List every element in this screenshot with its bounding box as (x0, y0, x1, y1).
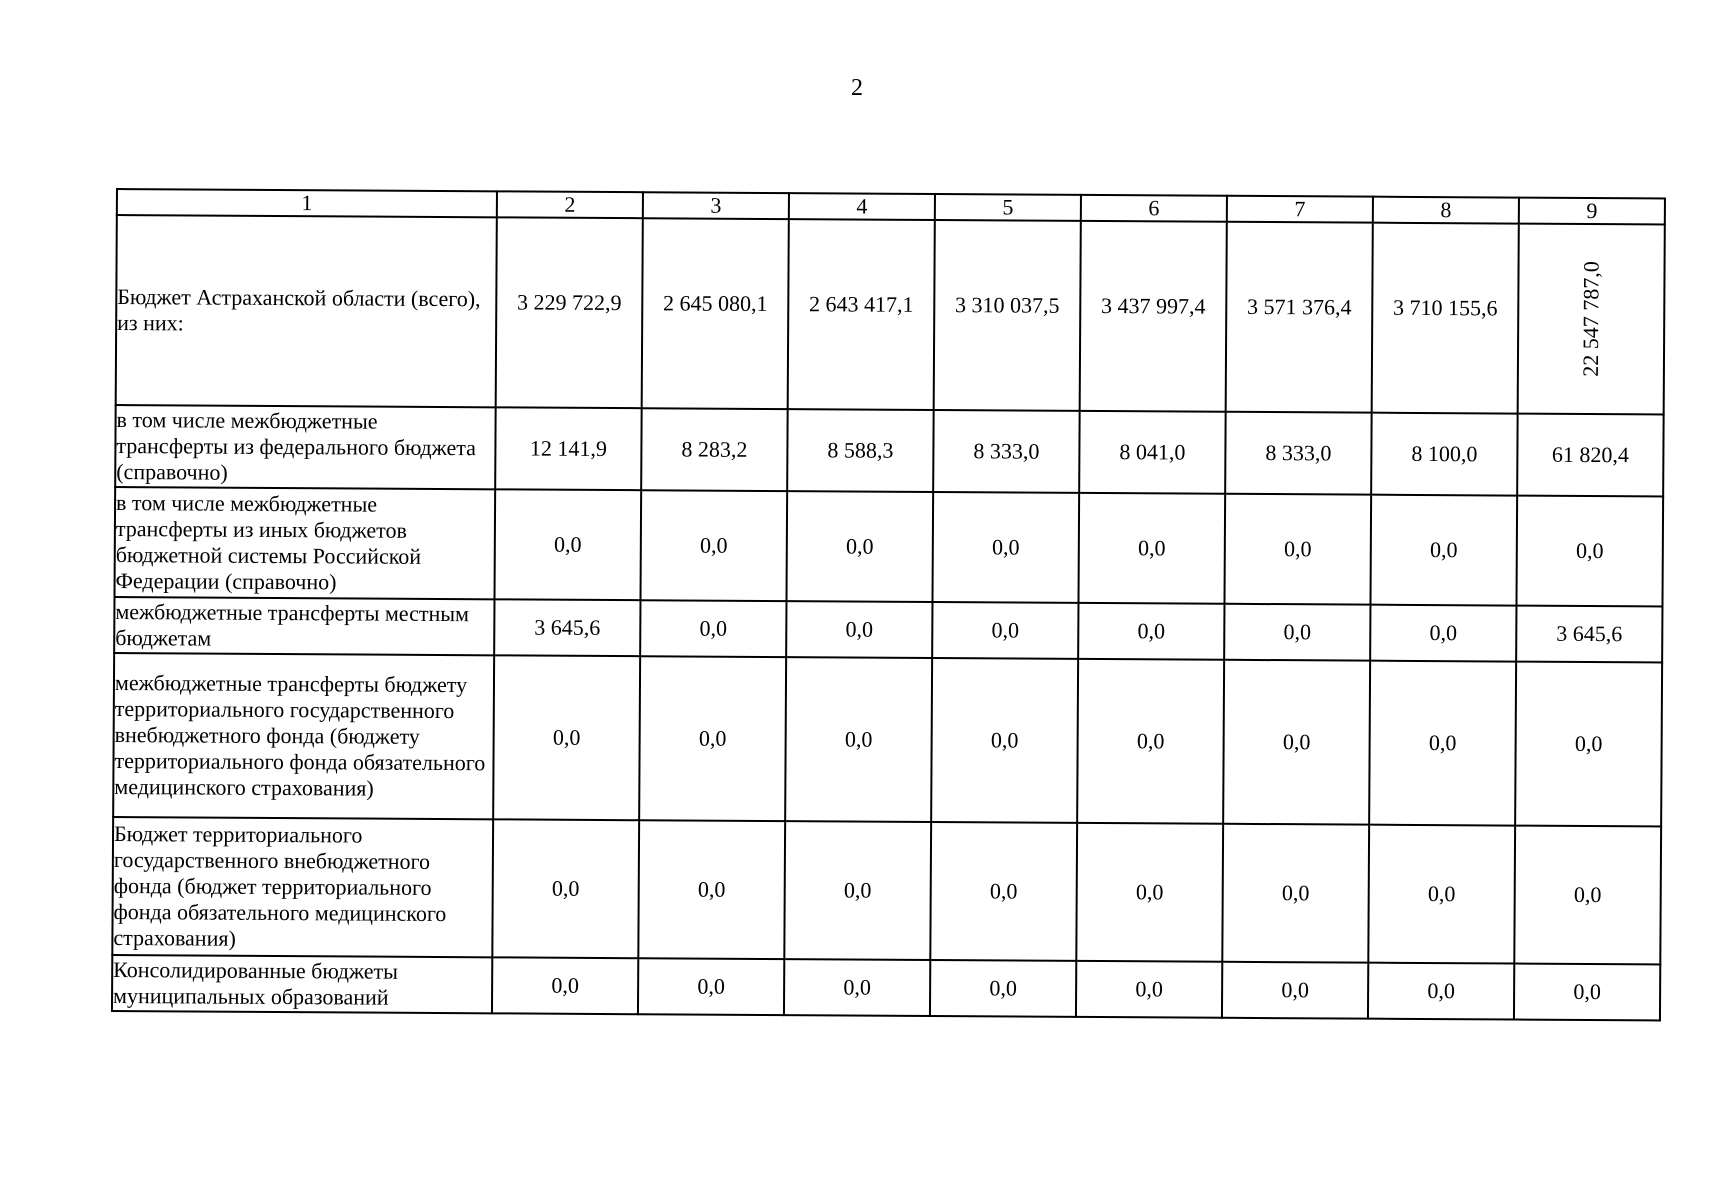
table-cell: 0,0 (1370, 495, 1517, 606)
table-cell: 0,0 (638, 820, 785, 959)
table-cell: 0,0 (494, 489, 641, 600)
table-row (115, 487, 1664, 606)
table-cell: 0,0 (786, 601, 932, 658)
vertical-total-value: 22 547 787,0 (1577, 261, 1604, 377)
table-cell-total (1518, 224, 1665, 415)
row-label: Бюджет территориального государственного внебюджетного фонда (бюджет территориального фонда обязательного медицинского страхования) (112, 817, 493, 957)
budget-table (111, 188, 1666, 1021)
table-cell: 0,0 (1370, 605, 1516, 662)
table-cell: 0,0 (1076, 961, 1222, 1018)
table-cell: 3 437 997,4 (1080, 221, 1227, 412)
table-cell: 8 333,0 (933, 410, 1079, 493)
table-cell: 0,0 (1369, 661, 1516, 826)
table-row (112, 817, 1661, 964)
table-cell: 0,0 (932, 492, 1079, 603)
table-cell: 0,0 (1516, 496, 1663, 607)
column-number: 8 (1373, 197, 1519, 224)
table-cell: 12 141,9 (495, 407, 641, 490)
table-row (115, 405, 1663, 496)
table-cell: 3 645,6 (1516, 606, 1662, 663)
column-number: 3 (643, 192, 789, 219)
table-row (116, 215, 1665, 414)
column-number: 9 (1519, 198, 1665, 225)
table-cell: 3 310 037,5 (934, 220, 1081, 411)
table-cell: 0,0 (784, 821, 931, 960)
column-number: 2 (497, 191, 643, 218)
table-cell: 0,0 (1515, 662, 1662, 827)
table-cell: 3 710 155,6 (1372, 223, 1519, 414)
table-cell: 0,0 (492, 819, 639, 958)
row-label: в том числе межбюджетные трансферты из иных бюджетов бюджетной системы Российской Федерации (справочно) (115, 487, 496, 599)
table-row (113, 653, 1662, 826)
table-cell: 0,0 (1224, 494, 1371, 605)
column-number: 5 (935, 194, 1081, 221)
table-cell: 0,0 (1368, 963, 1514, 1020)
table-cell: 2 643 417,1 (788, 219, 935, 410)
table-row (112, 955, 1660, 1020)
table-cell: 0,0 (1078, 603, 1224, 660)
table-cell: 3 229 722,9 (496, 217, 643, 408)
table-cell: 0,0 (492, 957, 638, 1014)
table-cell: 0,0 (1514, 964, 1660, 1021)
table-cell: 0,0 (640, 490, 787, 601)
table-cell: 2 645 080,1 (642, 218, 789, 409)
table-cell: 61 820,4 (1517, 414, 1663, 497)
table-cell: 0,0 (1222, 824, 1369, 963)
table-cell: 3 571 376,4 (1226, 222, 1373, 413)
table-cell: 0,0 (640, 600, 786, 657)
table-cell: 8 283,2 (641, 408, 787, 491)
table-cell: 0,0 (930, 960, 1076, 1017)
table-cell: 0,0 (785, 657, 932, 822)
table-cell: 0,0 (1223, 660, 1370, 825)
page-number: 2 (851, 75, 863, 101)
row-label: Консолидированные бюджеты муниципальных образований (112, 955, 492, 1013)
table-cell: 0,0 (1222, 962, 1368, 1019)
table-cell: 0,0 (493, 655, 640, 820)
column-number: 1 (117, 189, 497, 217)
table-cell: 0,0 (1076, 823, 1223, 962)
table-cell: 8 041,0 (1079, 411, 1225, 494)
column-number: 4 (789, 193, 935, 220)
table-row (114, 597, 1662, 662)
row-label: в том числе межбюджетные трансферты из федерального бюджета (справочно) (115, 405, 495, 489)
table-cell: 8 333,0 (1225, 412, 1371, 495)
table-cell: 8 100,0 (1371, 413, 1517, 496)
table-cell: 0,0 (639, 656, 786, 821)
row-label: Бюджет Астраханской области (всего), из них: (116, 215, 497, 407)
row-label: межбюджетные трансферты бюджету территориального государственного внебюджетного фонда (бюджету территориального фонда обязательного медицинского страхования) (113, 653, 494, 819)
table-cell: 0,0 (786, 491, 933, 602)
table-cell: 0,0 (931, 658, 1078, 823)
column-number: 6 (1081, 195, 1227, 222)
column-number: 7 (1227, 196, 1373, 223)
table-cell: 0,0 (1077, 659, 1224, 824)
budget-table-wrapper (111, 188, 1662, 1021)
table-cell: 0,0 (1368, 825, 1515, 964)
table-cell: 3 645,6 (494, 599, 640, 656)
table-cell: 0,0 (784, 959, 930, 1016)
table-cell: 0,0 (930, 822, 1077, 961)
table-cell: 8 588,3 (787, 409, 933, 492)
table-cell: 0,0 (1078, 493, 1225, 604)
row-label: межбюджетные трансферты местным бюджетам (114, 597, 494, 655)
table-cell: 0,0 (932, 602, 1078, 659)
table-cell: 0,0 (1224, 604, 1370, 661)
table-cell: 0,0 (638, 958, 784, 1015)
table-cell: 0,0 (1514, 826, 1661, 965)
